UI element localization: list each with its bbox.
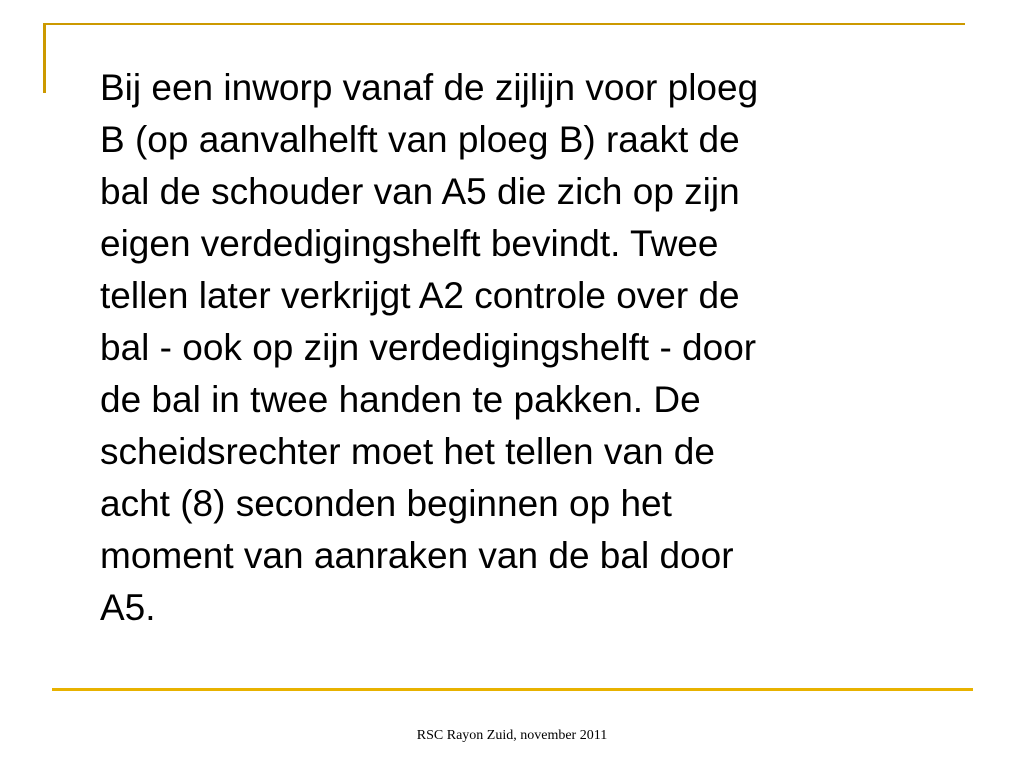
slide-body-text: Bij een inworp vanaf de zijlijn voor ploeg B (op aanvalhelft van ploeg B) raakt de bal de schouder van A5 die zich op zijn eigen verdedigingshelft bevindt. Twee tellen later verkrijgt A2 controle over de bal - ook op zijn verdedigingshelft - door de bal in twee handen te pakken. De scheidsrechter moet het tellen van de acht (8) seconden beginnen op het moment van aanraken van de bal door A5.: [100, 67, 759, 628]
corner-accent-vertical-line: [43, 23, 46, 93]
slide-footer: RSC Rayon Zuid, november 2011: [416, 728, 608, 743]
top-accent-line: [43, 23, 965, 25]
bottom-accent-line: [52, 688, 973, 691]
